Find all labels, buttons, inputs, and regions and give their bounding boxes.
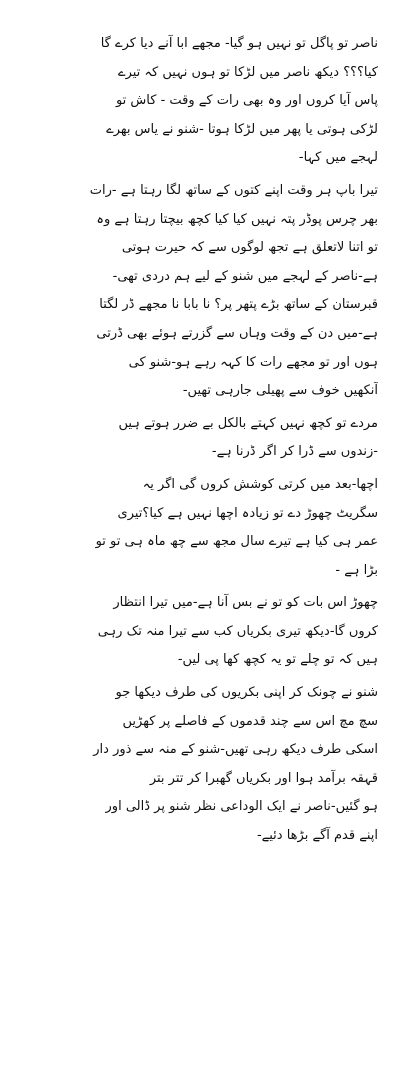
text-line: آنکھیں خوف سے پھیلی جارہی تھیں- <box>182 383 378 399</box>
text-line: عمر ہی کیا ہے تیرے سال مجھ سے چھ ماہ ہی تو تو <box>95 534 378 550</box>
text-line: ہے-ناصر کے لہجے میں شنو کے لیے ہم دردی تھی- <box>112 268 378 284</box>
text-line: بھر چرس پوڈر پتہ نہیں کیا کیا کچھ بیچتا رہتا ہے وہ <box>96 211 378 227</box>
text-line: قبرستان کے ساتھ بڑے پتھر پر؟ نا بابا نا مجھے ڈر لگتا <box>99 297 378 313</box>
text-line: سچ مچ اس سے چند قدموں کے فاصلے پر کھڑیں <box>122 713 378 729</box>
text-line: سگریٹ چھوڑ دے تو زیادہ اچھا نہیں ہے کیا؟تیری <box>117 505 378 521</box>
text-line: ہو گئیں-ناصر نے ایک الوداعی نظر شنو پر ڈالی اور <box>105 799 378 815</box>
text-line: قہقہ برآمد ہوا اور بکریاں گھبرا کر تتر بتر <box>149 770 378 786</box>
text-line: اچھا-بعد میں کرتی کوشش کروں گی اگر یہ <box>142 476 378 492</box>
text-line: ہیں کہ تو چلے تو یہ کچھ کھا پی لیں- <box>177 652 378 668</box>
paragraph-3 <box>22 410 378 467</box>
text-line: تیرا باپ ہر وقت اپنے کتوں کے ساتھ لگا رہتا ہے -رات <box>89 182 378 198</box>
text-line: ناصر تو پاگل تو نہیں ہو گیا- مجھے ابا آنے دیا کرے گا <box>100 36 378 51</box>
paragraph-2 <box>22 177 378 406</box>
paragraph-4 <box>22 471 378 585</box>
text-line: -زندوں سے ڈرا کر اگر ڈرنا ہے- <box>211 444 378 460</box>
paragraph-1 <box>22 30 378 173</box>
text-line: کروں گا-دیکھ تیری بکریاں کب سے تیرا منہ تک رہی <box>97 623 378 639</box>
text-line: لہجے میں کہا- <box>298 150 378 166</box>
text-line: ہے-میں دن کے وقت وہاں سے گزرتے ہوئے بھی ڈرتی <box>96 325 378 341</box>
text-line: کیا؟؟؟ دیکھ ناصر میں لڑکا تو ہوں نہیں کہ تیرے <box>117 64 378 80</box>
text-line: مردے تو کچھ نہیں کہتے بالکل بے ضرر ہوتے ہیں <box>118 415 378 431</box>
text-line: بڑا ہے - <box>335 562 378 578</box>
text-line: لڑکی ہوتی یا پھر میں لڑکا ہوتا -شنو نے یاس بھرے <box>106 121 378 137</box>
text-line: تو اتنا لاتعلق ہے تجھ لوگوں سے کہ حیرت ہوتی <box>121 240 378 256</box>
paragraph-5 <box>22 589 378 675</box>
text-line: شنو نے چونک کر اپنی بکریوں کی طرف دیکھا جو <box>115 685 378 701</box>
text-line: اسکی طرف دیکھ رہی تھیں-شنو کے منہ سے ذور دار <box>93 742 378 758</box>
text-line: اپنے قدم آگے بڑھا دئیے- <box>256 828 378 844</box>
text-line: ہوں اور تو مجھے رات کا کہہ رہے ہو-شنو کی <box>128 354 378 370</box>
text-line: چھوڑ اس بات کو تو نے بس آنا ہے-میں تیرا انتظار <box>113 595 378 611</box>
paragraph-6 <box>22 679 378 851</box>
text-line: پاس آیا کروں اور وہ بھی رات کے وقت - کاش تو <box>115 93 378 109</box>
